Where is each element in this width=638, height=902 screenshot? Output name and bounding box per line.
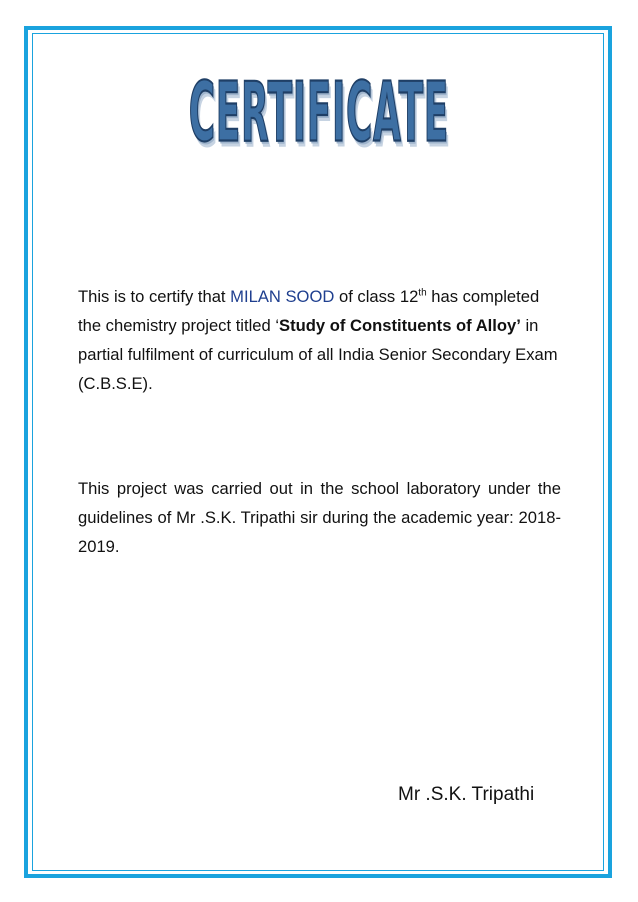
class-text: of class 12	[334, 287, 419, 306]
student-name: MILAN SOOD	[230, 287, 335, 306]
certification-paragraph	[78, 282, 561, 398]
certificate-title-container	[0, 64, 638, 161]
quote-open: ‘	[275, 316, 280, 335]
class-superscript: th	[418, 287, 427, 299]
certificate-title: CERTIFICATE	[188, 64, 450, 161]
project-details-paragraph: This project was carried out in the school laboratory under the guidelines of Mr .S.K. Tripathi sir during the academic year: 2018-2019.	[78, 479, 561, 556]
paragraph1-text-end: in partial fulfilment of curriculum of all India Senior Secondary Exam (C.B.S.E).	[78, 316, 558, 393]
paragraph1-text-start: This is to certify that	[78, 287, 231, 306]
paragraph1-text-middle: has completed the chemistry project titled	[78, 287, 540, 335]
project-title: Study of Constituents of Alloy’	[279, 316, 521, 335]
signature-name: Mr .S.K. Tripathi	[398, 784, 535, 805]
